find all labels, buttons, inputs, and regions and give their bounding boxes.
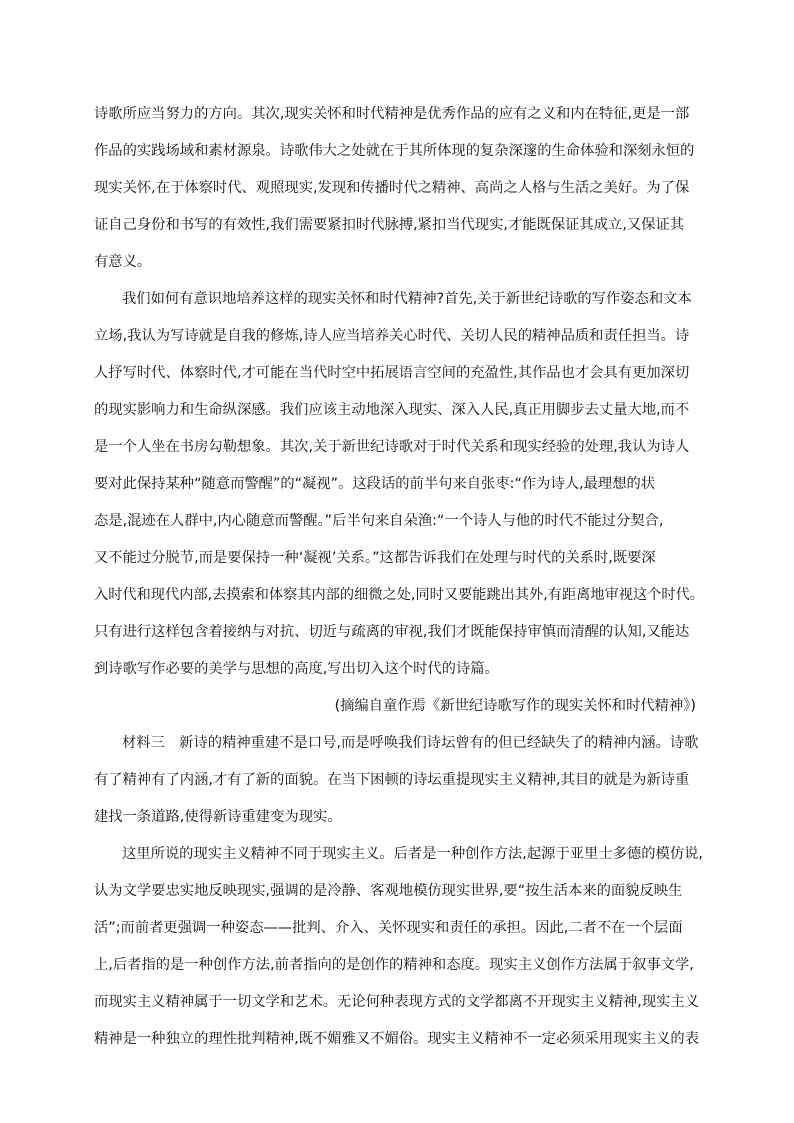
text-line: 建找一条道路,使得新诗重建变为现实。 (94, 809, 342, 825)
text-line: 诗歌所应当努力的方向。其次,现实关怀和时代精神是优秀作品的应有之义和内在特征,更是一部 (94, 106, 690, 122)
text-line: 作品的实践场域和素材源泉。诗歌伟大之处就在于其所体现的复杂深邃的生命体验和深刻永恒的 (94, 143, 695, 159)
text-line: 到诗歌写作必要的美学与思想的高度,写出切入这个时代的诗篇。 (94, 661, 499, 677)
text-line: 证自己身份和书写的有效性,我们需要紧扣时代脉搏,紧扣当代现实,才能既保证其成立,又保证其 (94, 217, 685, 233)
text-line: 只有进行这样包含着接纳与对抗、切近与疏离的审视,我们才既能保持审慎而清醒的认知,又能达 (94, 624, 690, 640)
text-line: 又不能过分脱节,而是要保持一种‘凝视’关系。”这都告诉我们在处理与时代的关系时,既要深 (94, 550, 656, 566)
text-line: 认为文学要忠实地反映现实,强调的是冷静、客观地模仿现实世界,要“按生活本来的面貌反映生 (94, 883, 683, 899)
text-line: 是一个人坐在书房勾勒想象。其次,关于新世纪诗歌对于时代关系和现实经验的处理,我认为诗人 (94, 439, 690, 455)
text-line: 人抒写时代、体察时代,才可能在当代时空中拓展语言空间的充盈性,其作品也才会具有更加深切 (94, 365, 690, 381)
text-line: 活”;而前者更强调一种姿态——批判、介入、关怀现实和责任的承担。因此,二者不在一个层面 (94, 920, 683, 936)
material-three-heading-line: 材料三 新诗的精神重建不是口号,而是呼唤我们诗坛曾有的但已经缺失了的精神内涵。诗歌 (122, 735, 699, 751)
text-line: 的现实影响力和生命纵深感。我们应该主动地深入现实、深入人民,真正用脚步去丈量大地,而不 (94, 402, 690, 418)
source-citation: (摘编自童作焉《新世纪诗歌写作的现实关怀和时代精神》) (334, 698, 696, 714)
text-line: 立场,我认为写诗就是自我的修炼,诗人应当培养关心时代、关切人民的精神品质和责任担当。诗 (94, 328, 690, 344)
text-line: 而现实主义精神属于一切文学和艺术。无论何种表现方式的文学都离不开现实主义精神,现实主义 (94, 994, 700, 1010)
text-line: 有了精神有了内涵,才有了新的面貌。在当下困顿的诗坛重提现实主义精神,其目的就是为新诗重 (94, 772, 690, 788)
paragraph-first-line: 这里所说的现实主义精神不同于现实主义。后者是一种创作方法,起源于亚里士多德的模仿说, (122, 846, 703, 862)
text-line: 有意义。 (94, 254, 152, 270)
paragraph-first-line: 我们如何有意识地培养这样的现实关怀和时代精神?首先,关于新世纪诗歌的写作姿态和文本 (122, 291, 692, 307)
text-line: 入时代和现代内部,去摸索和体察其内部的细微之处,同时又要能跳出其外,有距离地审视这个时代。 (94, 587, 704, 603)
text-line: 态是,混迹在人群中,内心随意而警醒。”后半句来自朵渔:“一个诗人与他的时代不能过分契合, (94, 513, 664, 529)
text-line: 上,后者指的是一种创作方法,前者指向的是创作的精神和态度。现实主义创作方法属于叙事文学, (94, 957, 694, 973)
text-line: 精神是一种独立的理性批判精神,既不媚雅又不媚俗。现实主义精神不一定必须采用现实主义的表 (94, 1031, 700, 1047)
text-line: 要对此保持某种“随意而警醒”的“凝视”。这段话的前半句来自张枣:“作为诗人,最理想的状 (94, 476, 656, 492)
text-line: 现实关怀,在于体察时代、观照现实,发现和传播时代之精神、高尚之人格与生活之美好。为了保 (94, 180, 690, 196)
